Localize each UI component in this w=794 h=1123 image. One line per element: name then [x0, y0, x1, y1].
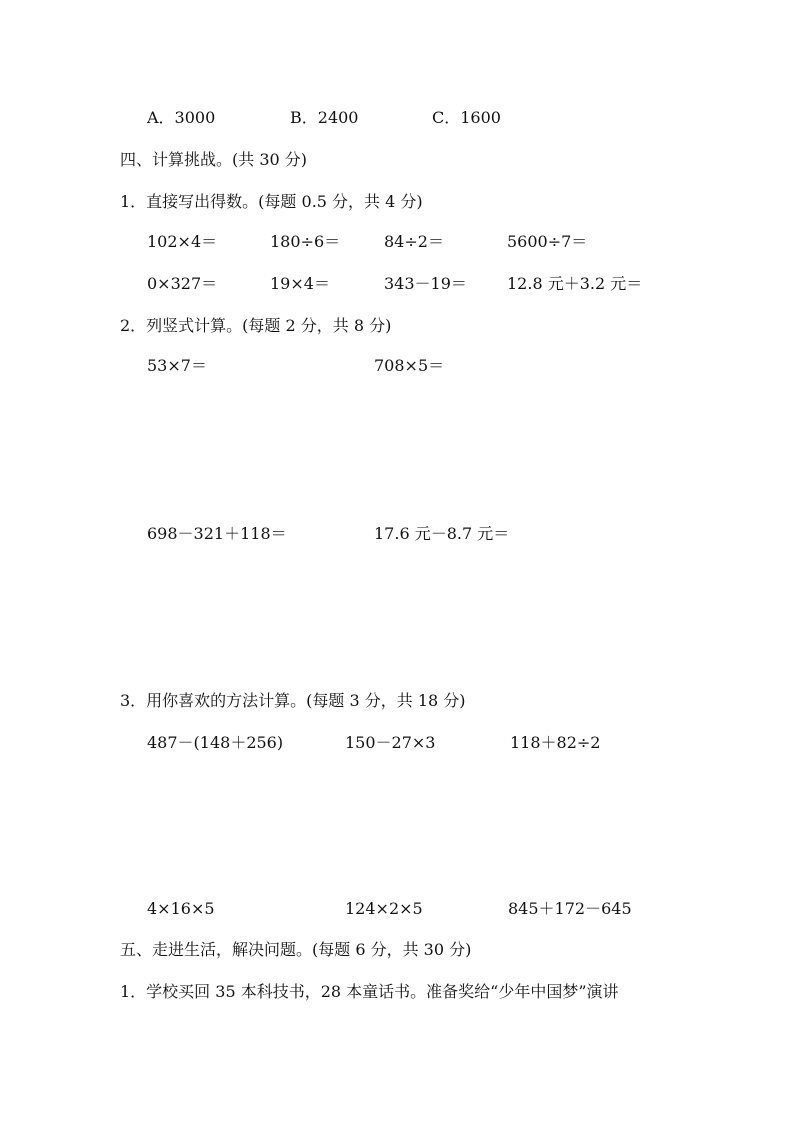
q1-item: 12.8 元＋3.2 元＝ — [507, 274, 643, 293]
q2-title: 2．列竖式计算。(每题 2 分，共 8 分) — [120, 316, 392, 335]
q3-item: 4×16×5 — [147, 899, 215, 918]
q3-item: 118＋82÷2 — [510, 733, 601, 752]
q3-item: 124×2×5 — [345, 899, 423, 918]
q1-item: 0×327＝ — [147, 274, 218, 293]
q2-item: 53×7＝ — [147, 356, 207, 375]
section5-q1-text: 1．学校买回 35 本科技书，28 本童话书。准备奖给“少年中国梦”演讲 — [120, 982, 619, 1001]
q1-item: 102×4＝ — [147, 232, 218, 251]
choice-c: C．1600 — [432, 108, 501, 127]
q1-item: 5600÷7＝ — [507, 232, 588, 251]
choice-b: B．2400 — [290, 108, 359, 127]
section4-heading: 四、计算挑战。(共 30 分) — [120, 150, 308, 169]
q3-item: 487－(148＋256) — [147, 733, 284, 752]
q3-item: 845＋172－645 — [508, 899, 632, 918]
q1-item: 343－19＝ — [384, 274, 467, 293]
q2-item: 708×5＝ — [374, 356, 445, 375]
section5-heading: 五、走进生活，解决问题。(每题 6 分，共 30 分) — [120, 940, 472, 959]
q1-item: 84÷2＝ — [384, 232, 444, 251]
q2-item: 698－321＋118＝ — [147, 524, 287, 543]
q1-item: 19×4＝ — [270, 274, 330, 293]
q1-item: 180÷6＝ — [270, 232, 341, 251]
q3-title: 3．用你喜欢的方法计算。(每题 3 分，共 18 分) — [120, 691, 466, 710]
q1-title: 1．直接写出得数。(每题 0.5 分，共 4 分) — [120, 192, 423, 211]
q3-item: 150－27×3 — [345, 733, 436, 752]
q2-item: 17.6 元－8.7 元＝ — [374, 524, 510, 543]
choice-a: A．3000 — [147, 108, 216, 127]
